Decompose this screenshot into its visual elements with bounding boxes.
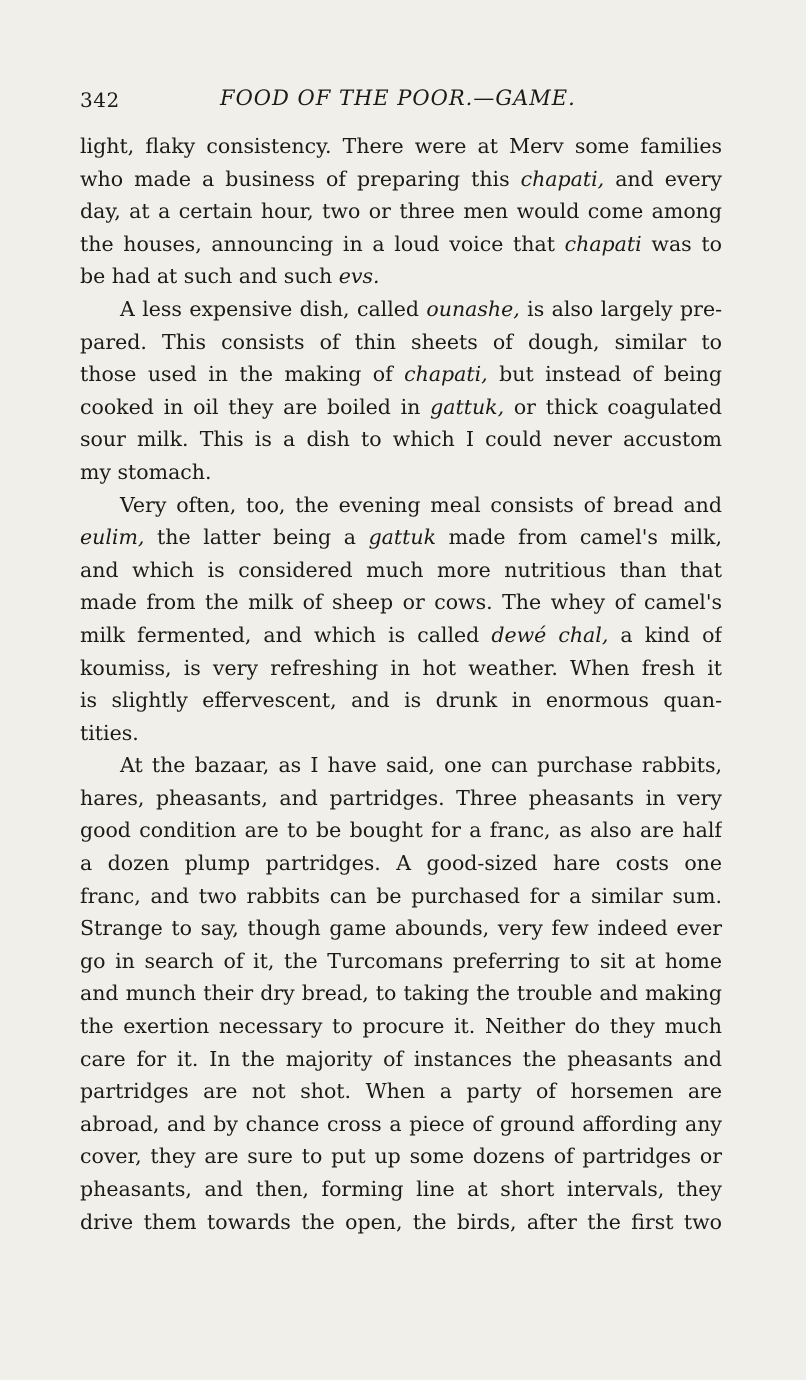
text-line (80, 1173, 722, 1206)
text-line (80, 260, 722, 293)
italic-text: chapati, (520, 166, 605, 191)
text-line (80, 1075, 722, 1108)
text-segment: made from camel's milk, (436, 525, 722, 550)
text-line (80, 163, 722, 196)
text-segment: is also largely pre- (519, 296, 722, 321)
text-segment: partridges are not shot. When a party of horsemen are (80, 1079, 722, 1104)
text-line (80, 880, 722, 913)
text-segment: Very often, too, the evening meal consists of bread and (120, 492, 722, 517)
text-segment: is slightly effervescent, and is drunk in enormous quan- (80, 688, 722, 713)
text-segment: care for it. In the majority of instances the pheasants and (80, 1046, 722, 1071)
text-segment: abroad, and by chance cross a piece of ground affording any (80, 1111, 722, 1136)
italic-text: ounashe, (426, 296, 520, 321)
text-segment: but instead of being (487, 362, 722, 387)
text-line (80, 586, 722, 619)
text-line (80, 717, 722, 750)
text-segment: or thick coagulated (504, 394, 722, 419)
text-segment: drive them towards the open, the birds, after the first two (80, 1209, 722, 1234)
text-segment: At the bazaar, as I have said, one can purchase rabbits, (120, 753, 722, 778)
text-line (80, 228, 722, 261)
text-segment: franc, and two rabbits can be purchased for a similar sum. (80, 883, 722, 908)
text-segment: day, at a certain hour, two or three men would come among (80, 199, 722, 224)
text-line (80, 912, 722, 945)
text-line (80, 554, 722, 587)
text-segment: who made a business of preparing this (80, 166, 521, 191)
text-segment: good condition are to be bought for a franc, as also are half (80, 818, 722, 843)
text-line (80, 1140, 722, 1173)
text-segment: the latter being a (144, 525, 369, 550)
text-segment: cooked in oil they are boiled in (80, 394, 431, 419)
text-line (80, 423, 722, 456)
page-number: 342 (80, 88, 120, 112)
text-line (80, 456, 722, 489)
text-segment: my stomach. (80, 459, 212, 484)
italic-text: evs. (338, 264, 380, 289)
text-line (80, 684, 722, 717)
text-segment: and which is considered much more nutritious than that (80, 557, 722, 582)
text-line (80, 1108, 722, 1141)
italic-text: chapati, (404, 362, 488, 387)
text-segment: A less expensive dish, called (120, 296, 427, 321)
italic-text: gattuk (368, 525, 437, 550)
text-segment: koumiss, is very refreshing in hot weather. When fresh it (80, 655, 722, 680)
text-segment: Strange to say, though game abounds, very few indeed ever (80, 916, 722, 941)
text-segment: a dozen plump partridges. A good-sized hare costs one (80, 851, 722, 876)
italic-text: chapati (564, 231, 642, 256)
text-segment: hares, pheasants, and partridges. Three pheasants in very (80, 785, 722, 810)
text-segment: tities. (80, 720, 139, 745)
text-segment: made from the milk of sheep or cows. The whey of camel's (80, 590, 722, 615)
text-segment: and every (604, 166, 722, 191)
text-segment: those used in the making of (80, 362, 405, 387)
text-segment: go in search of it, the Turcomans preferring to sit at home (80, 948, 722, 973)
text-segment: sour milk. This is a dish to which I could never accustom (80, 427, 722, 452)
text-line (80, 326, 722, 359)
text-segment: milk fermented, and which is called (80, 622, 492, 647)
text-line (80, 619, 722, 652)
running-head (80, 84, 722, 118)
text-line (80, 652, 722, 685)
text-line (80, 130, 722, 163)
text-segment: cover, they are sure to put up some dozens of partridges or (80, 1144, 722, 1169)
text-segment: be had at such and such (80, 264, 339, 289)
text-segment: light, flaky consistency. There were at Merv some families (80, 134, 722, 158)
text-line (80, 847, 722, 880)
text-segment: was to (641, 231, 722, 256)
text-segment: a kind of (608, 622, 722, 647)
text-line (80, 195, 722, 228)
text-segment: the exertion necessary to procure it. Neither do they much (80, 1014, 722, 1039)
text-line (80, 1010, 722, 1043)
text-line (80, 1206, 722, 1239)
italic-text: dewé chal, (491, 622, 609, 647)
text-line (80, 489, 722, 522)
text-line (80, 749, 722, 782)
body-text (80, 130, 722, 1238)
text-line (80, 782, 722, 815)
text-line (80, 1043, 722, 1076)
text-line (80, 977, 722, 1010)
text-line (80, 391, 722, 424)
text-line (80, 814, 722, 847)
italic-text: gattuk, (430, 394, 505, 419)
text-segment: the houses, announcing in a loud voice that (80, 231, 565, 256)
italic-text: eulim, (80, 525, 145, 550)
text-segment: pared. This consists of thin sheets of dough, similar to (80, 329, 722, 354)
text-line (80, 358, 722, 391)
text-line (80, 945, 722, 978)
text-segment: pheasants, and then, forming line at short intervals, they (80, 1177, 722, 1201)
text-line (80, 293, 722, 326)
text-line (80, 521, 722, 554)
running-title: FOOD OF THE POOR.—GAME. (220, 86, 576, 110)
text-segment: and munch their dry bread, to taking the trouble and making (80, 981, 722, 1006)
